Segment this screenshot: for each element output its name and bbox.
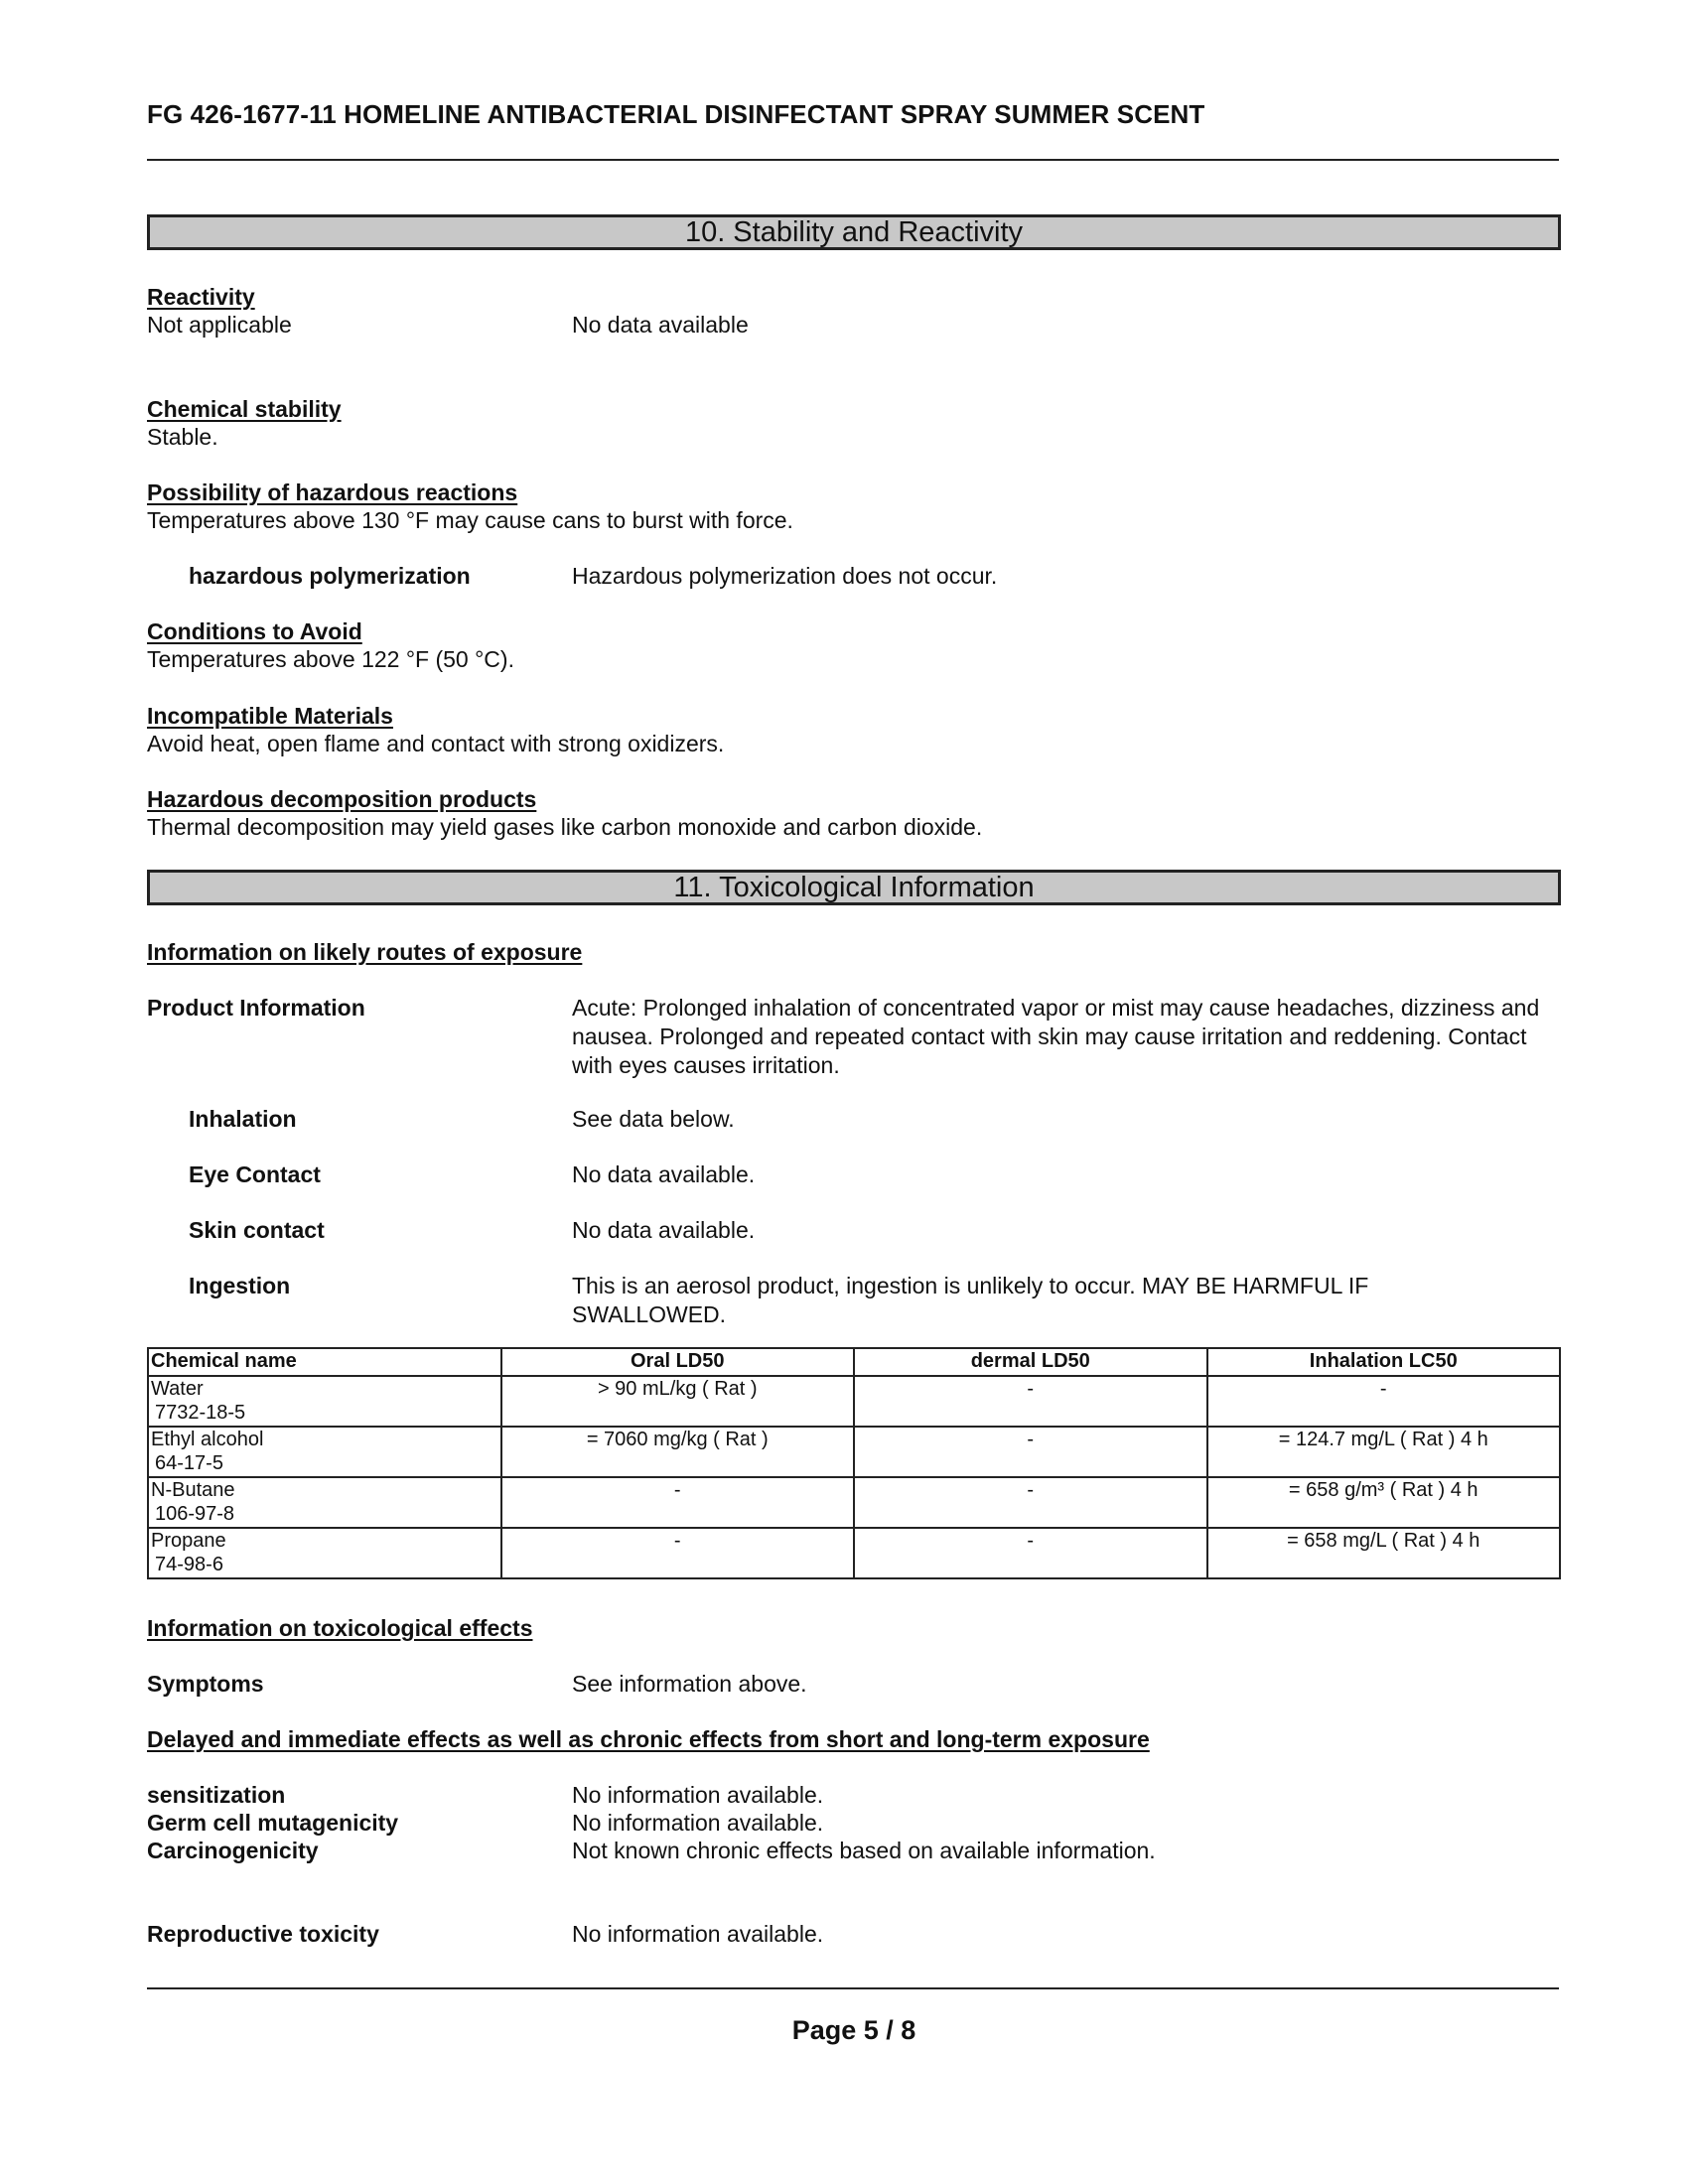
skin-contact-value: No data available. [572,1217,756,1243]
chemical-stability-label: Chemical stability [147,396,342,422]
table-header-row [148,1348,1560,1376]
col-inhalation-lc50: Inhalation LC50 [1207,1348,1561,1376]
product-info-label: Product Information [147,995,365,1021]
section-11-header [147,870,1561,905]
table-row [148,1477,1560,1528]
incompatible-value: Avoid heat, open flame and contact with strong oxidizers. [147,731,725,756]
product-info-value: Acute: Prolonged inhalation of concentrated vapor or mist may cause headaches, dizziness and nausea. Prolonged and repeated contact with skin may cause irritation and reddening. Contact with eyes causes irritation. [572,995,1540,1078]
hazardous-reactions-label: Possibility of hazardous reactions [147,479,518,505]
incompatible-label: Incompatible Materials [147,703,393,729]
carcinogenicity-label: Carcinogenicity [147,1838,319,1863]
delayed-effects-label: Delayed and immediate effects as well as chronic effects from short and long-term exposure [147,1726,1150,1752]
inhalation-lc50-value: = 658 mg/L ( Rat ) 4 h [1207,1528,1561,1578]
footer-rule [147,1987,1559,1989]
cas-number: 7732-18-5 [155,1402,246,1424]
inhalation-value: See data below. [572,1106,735,1132]
table-row [148,1376,1560,1427]
ingestion-value: This is an aerosol product, ingestion is unlikely to occur. MAY BE HARMFUL IF SWALLOWED. [572,1273,1369,1327]
dermal-ld50-value: - [854,1528,1207,1578]
chemical-name: Propane [151,1530,226,1552]
polymerization-value: Hazardous polymerization does not occur. [572,563,998,589]
inhalation-lc50-value: - [1207,1376,1561,1427]
routes-label: Information on likely routes of exposure [147,939,583,965]
section-10-header [147,214,1561,250]
effects-label: Information on toxicological effects [147,1615,533,1641]
polymerization-label: hazardous polymerization [189,563,471,589]
oral-ld50-value: - [501,1528,855,1578]
carcinogenicity-value: Not known chronic effects based on available information. [572,1838,1156,1863]
inhalation-label: Inhalation [189,1106,297,1132]
chemical-name: Water [151,1378,204,1400]
reactivity-label: Reactivity [147,284,255,310]
decomposition-value: Thermal decomposition may yield gases like carbon monoxide and carbon dioxide. [147,814,983,840]
table-row [148,1427,1560,1477]
col-chemical-name: Chemical name [148,1348,501,1376]
section-11-title: 11. Toxicological Information [673,872,1035,903]
section-10-title: 10. Stability and Reactivity [684,216,1024,248]
chemical-stability-value: Stable. [147,424,218,450]
skin-contact-label: Skin contact [189,1217,325,1243]
inhalation-lc50-value: = 658 g/m³ ( Rat ) 4 h [1207,1477,1561,1528]
sensitization-label: sensitization [147,1782,286,1808]
reproductive-label: Reproductive toxicity [147,1921,379,1947]
reactivity-value: Not applicable [147,312,292,338]
eye-contact-label: Eye Contact [189,1161,321,1187]
ingestion-label: Ingestion [189,1273,291,1298]
page-number: Page 5 / 8 [791,2015,916,2045]
oral-ld50-value: = 7060 mg/kg ( Rat ) [501,1427,855,1477]
cas-number: 64-17-5 [155,1452,223,1474]
eye-contact-value: No data available. [572,1161,756,1187]
conditions-value: Temperatures above 122 °F (50 °C). [147,646,514,672]
cas-number: 74-98-6 [155,1554,223,1575]
oral-ld50-value: > 90 mL/kg ( Rat ) [501,1376,855,1427]
col-dermal-ld50: dermal LD50 [854,1348,1207,1376]
decomposition-label: Hazardous decomposition products [147,786,537,812]
chemical-name: N-Butane [151,1479,235,1501]
dermal-ld50-value: - [854,1477,1207,1528]
reproductive-value: No information available. [572,1921,824,1947]
toxicity-table [147,1347,1561,1579]
conditions-label: Conditions to Avoid [147,618,362,644]
table-row [148,1528,1560,1578]
sensitization-value: No information available. [572,1782,824,1808]
oral-ld50-value: - [501,1477,855,1528]
germ-cell-label: Germ cell mutagenicity [147,1810,399,1836]
reactivity-note: No data available [572,312,749,338]
symptoms-value: See information above. [572,1671,807,1697]
chemical-name: Ethyl alcohol [151,1429,264,1450]
hazardous-reactions-value: Temperatures above 130 °F may cause cans to burst with force. [147,507,793,533]
header-rule [147,159,1559,161]
col-oral-ld50: Oral LD50 [501,1348,855,1376]
dermal-ld50-value: - [854,1376,1207,1427]
inhalation-lc50-value: = 124.7 mg/L ( Rat ) 4 h [1207,1427,1561,1477]
dermal-ld50-value: - [854,1427,1207,1477]
symptoms-label: Symptoms [147,1671,264,1697]
document-title: FG 426-1677-11 HOMELINE ANTIBACTERIAL DISINFECTANT SPRAY SUMMER SCENT [147,99,1205,129]
germ-cell-value: No information available. [572,1810,824,1836]
cas-number: 106-97-8 [155,1503,235,1525]
